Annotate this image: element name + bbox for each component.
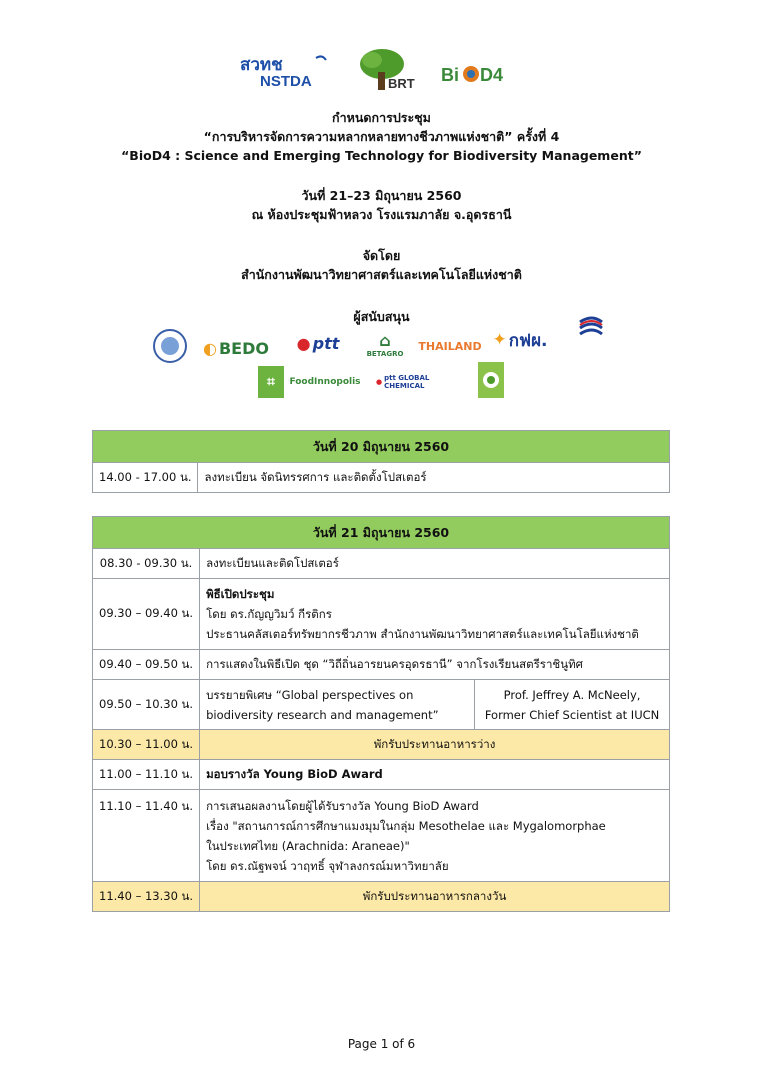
conference-venue: ณ ห้องประชุมฟ้าหลวง โรงแรมภาลัย จ.อุดรธานี [251,207,512,222]
date-venue [0,186,763,224]
svg-text:NSTDA: NSTDA [260,73,312,88]
svg-text:สวทช: สวทช [240,55,283,74]
row-activity: ลงทะเบียน จัดนิทรรศการ และติดตั้งโปสเตอร์ [198,463,670,493]
table-row [93,579,670,650]
day1-heading: วันที่ 20 มิถุนายน 2560 [93,431,670,463]
conference-date: วันที่ 21–23 มิถุนายน 2560 [301,188,462,203]
agenda-title: กำหนดการประชุม [332,110,431,125]
row-time: 14.00 - 17.00 น. [93,463,198,493]
conference-title-english: “BioD4 : Science and Emerging Technology for Biodiversity Management” [121,148,642,163]
row-time: 11.10 – 11.40 น. [93,790,200,882]
row-time: 11.00 – 11.10 น. [93,760,200,790]
row-time: 09.50 – 10.30 น. [93,680,200,730]
svg-text:BRT: BRT [388,76,415,91]
table-row [93,882,670,912]
row-speaker [475,680,670,730]
row-time: 09.40 – 09.50 น. [93,650,200,680]
document-header [0,108,763,165]
opening-ceremony-title: พิธีเปิดประชุม [206,587,275,601]
conference-title-thai: “การบริหารจัดการความหลากหลายทางชีวภาพแห่งชาติ” ครั้งที่ 4 [203,129,560,144]
foodinnopolis-logo: FoodInnopolis [289,377,361,387]
day1-schedule-table [92,430,670,493]
nstda-logo [238,54,338,88]
table-row [93,680,670,730]
brt-logo [354,48,418,94]
page-number: Page 1 of 6 [347,1037,416,1051]
flag-emblem-logo [576,312,606,356]
row-activity: ลงทะเบียนและติดโปสเตอร์ [200,549,670,579]
row-activity [200,790,670,882]
day2-heading: วันที่ 21 มิถุนายน 2560 [93,517,670,549]
row-time: 11.40 – 13.30 น. [93,882,200,912]
row-time: 09.30 – 09.40 น. [93,579,200,650]
organizer-block [0,246,763,284]
table-row [93,463,670,493]
organizer-name: สำนักงานพัฒนาวิทยาศาสตร์และเทคโนโลยีแห่งชาติ [241,267,522,282]
amazing-thailand-logo: THAILAND [418,339,482,353]
header-logos [0,48,763,96]
egat-logo: ✦ กฟผ. [492,330,548,351]
table-row [93,650,670,680]
organized-by-label: จัดโดย [362,248,401,263]
presentation-line4: โดย ดร.ณัฐพจน์ วาฤทธิ์ จุฬาลงกรณ์มหาวิทยาลัย [206,858,449,873]
ptt-logo: ● ptt [296,333,340,353]
pttgc-logo: ● ptt GLOBAL CHEMICAL [376,374,430,390]
table-row [93,790,670,882]
green-badge-logo [478,362,504,398]
day2-schedule-table [92,516,670,912]
green-building-logo: ⌗ [258,366,284,398]
sponsor-logos [140,318,620,408]
biod4-logo [441,62,521,86]
presentation-line2: เรื่อง "สถานการณ์การศึกษาแมงมุมในกลุ่ม Mesothelae และ Mygalomorphae [206,818,606,833]
row-activity [200,579,670,650]
row-activity: การแสดงในพิธีเปิด ชุด “วิถีถิ่นอารยนครอุดรธานี” จากโรงเรียนสตรีราชินูทิศ [200,650,670,680]
opening-speaker: โดย ดร.กัญญวิมว์ กีรติกร [206,607,332,621]
row-activity: พักรับประทานอาหารว่าง [200,730,670,760]
table-row [93,549,670,579]
row-activity: มอบรางวัล Young BioD Award [200,760,670,790]
speaker-name: Prof. Jeffrey A. McNeely, [503,687,641,702]
svg-text:D4: D4 [480,65,504,85]
row-activity [200,680,475,730]
table-row [93,730,670,760]
sponsors-label: ผู้สนับสนุน [353,309,410,324]
row-time: 08.30 - 09.30 น. [93,549,200,579]
presentation-line1: การเสนอผลงานโดยผู้ได้รับรางวัล Young BioD Award [206,798,479,813]
svg-text:Bi: Bi [441,65,459,85]
lecture-title-line1: บรรยายพิเศษ “Global perspectives on [206,687,414,702]
row-activity: พักรับประทานอาหารกลางวัน [200,882,670,912]
betagro-logo: ⌂ BETAGRO [366,330,404,358]
bedo-logo: ◐ BEDO [203,338,269,358]
table-row [93,760,670,790]
lecture-title-line2: biodiversity research and management” [206,707,439,722]
opening-speaker-position: ประธานคลัสเตอร์ทรัพยากรชีวภาพ สำนักงานพัฒนาวิทยาศาสตร์และเทคโนโลยีแห่งชาติ [206,627,639,641]
speaker-position: Former Chief Scientist at IUCN [484,707,660,722]
row-time: 10.30 – 11.00 น. [93,730,200,760]
presentation-line3: ในประเทศไทย (Arachnida: Araneae)" [206,838,410,853]
government-seal-logo [152,328,188,364]
